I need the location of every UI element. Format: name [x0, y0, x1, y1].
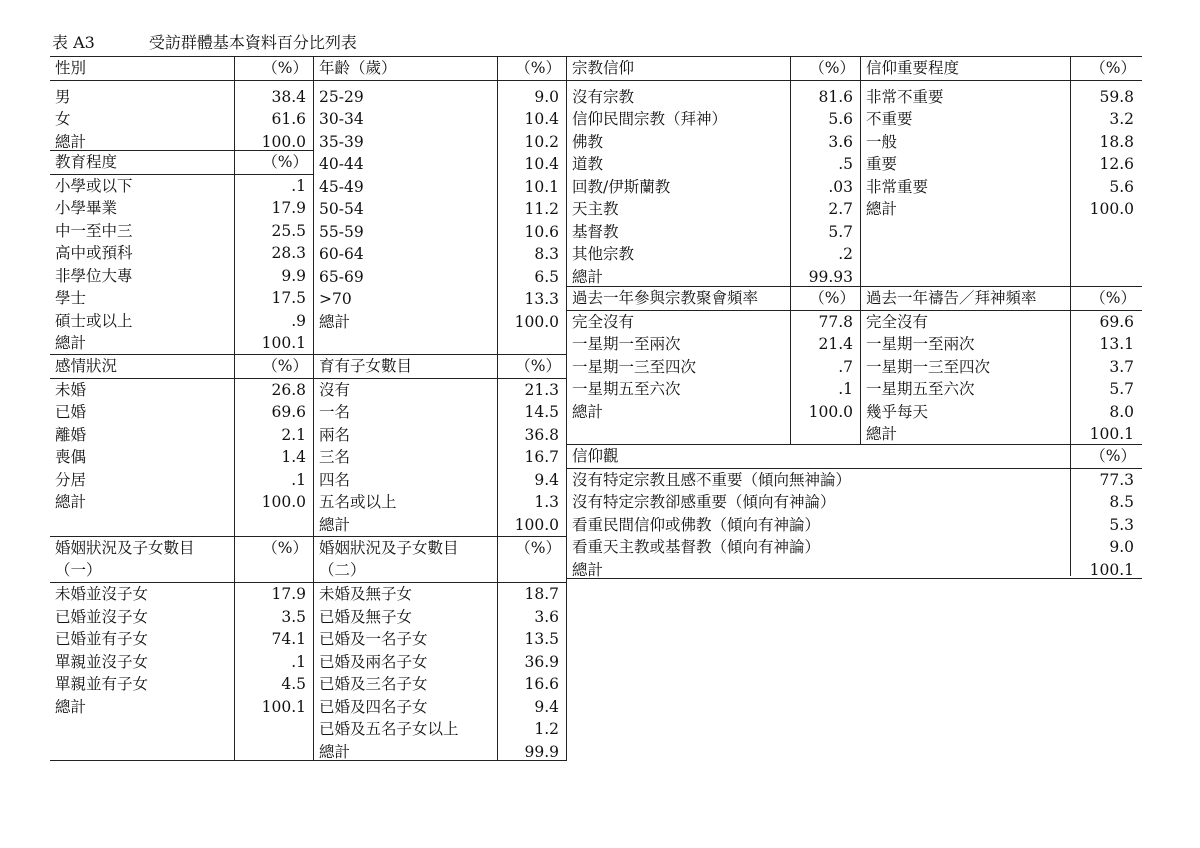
- table-row: [50, 287, 314, 310]
- table-row: [567, 356, 861, 379]
- row-value: 61.6: [271, 110, 306, 128]
- row-label: 沒有: [319, 380, 351, 399]
- table-row: [314, 288, 567, 311]
- row-value: 9.0: [534, 87, 559, 106]
- row-label: 信仰民間宗教（拜神）: [572, 110, 728, 128]
- row-label: 離婚: [55, 425, 87, 444]
- row-label: 總計: [55, 697, 87, 716]
- row-value: 17.9: [271, 199, 306, 217]
- row-label: 30-34: [319, 110, 364, 128]
- table-row: [567, 108, 861, 131]
- table-header: [314, 537, 567, 583]
- row-value: 8.5: [1109, 493, 1134, 511]
- header-label: 信仰重要程度: [866, 59, 960, 77]
- row-label: 35-39: [319, 132, 364, 151]
- row-value: .1: [291, 470, 306, 489]
- marital-children-2-table: [314, 536, 567, 763]
- table-row: [50, 310, 314, 333]
- row-label: 完全沒有: [572, 312, 635, 331]
- table-row: [314, 491, 567, 514]
- row-value: 38.4: [271, 87, 306, 106]
- table-row: [861, 311, 1142, 334]
- table-row: [314, 696, 567, 719]
- row-value: 99.9: [524, 742, 559, 761]
- row-label: 沒有宗教: [572, 87, 635, 106]
- row-value: 81.6: [818, 87, 853, 106]
- row-value: 21.3: [524, 380, 559, 399]
- table-row: [567, 266, 861, 289]
- row-label: 總計: [572, 402, 604, 421]
- header-label-line2: （二）: [319, 561, 366, 579]
- row-label: 已婚及三名子女: [319, 675, 428, 693]
- row-label: 非常重要: [866, 177, 929, 196]
- row-label: 兩名: [319, 425, 351, 444]
- table-row: [50, 651, 314, 674]
- table-row: [567, 131, 861, 154]
- row-value: 10.6: [524, 222, 559, 241]
- table-row: [861, 108, 1142, 131]
- row-value: 100.1: [261, 697, 306, 716]
- row-value: 59.8: [1099, 87, 1134, 106]
- table-row: [50, 401, 314, 424]
- table-row: [861, 356, 1142, 379]
- religion-table: [567, 56, 861, 288]
- row-value: 3.6: [828, 132, 853, 151]
- row-value: 9.4: [534, 470, 559, 489]
- table-row: [50, 446, 314, 469]
- row-value: 10.2: [524, 132, 559, 151]
- table-row: [314, 583, 567, 606]
- table-caption: 受訪群體基本資料百分比列表: [148, 33, 357, 52]
- row-label: 一星期五至六次: [866, 380, 975, 398]
- row-value: 8.0: [1109, 402, 1134, 421]
- row-value: 18.8: [1099, 132, 1134, 151]
- row-value: 100.0: [514, 312, 559, 331]
- row-label: 已婚及四名子女: [319, 697, 428, 716]
- row-label: 佛教: [572, 132, 604, 151]
- row-label: 中一至中三: [55, 221, 133, 240]
- table-row: [314, 651, 567, 674]
- row-value: 16.6: [524, 675, 559, 693]
- table-row: [567, 469, 1142, 492]
- table-row: [314, 86, 567, 109]
- row-value: 14.5: [524, 403, 559, 421]
- header-unit: （%）: [262, 153, 308, 171]
- table-row: [50, 696, 314, 719]
- row-value: 5.7: [1109, 380, 1134, 398]
- table-row: [567, 153, 861, 176]
- table-row: [861, 176, 1142, 199]
- header-label: 感情狀況: [55, 357, 118, 375]
- row-label: 單親並沒子女: [55, 652, 149, 671]
- row-value: 18.7: [524, 585, 559, 603]
- row-value: .7: [838, 357, 853, 376]
- header-unit: （%）: [262, 539, 308, 557]
- row-label: 65-69: [319, 267, 364, 286]
- row-label: 學士: [55, 289, 87, 307]
- table-row: [861, 86, 1142, 109]
- row-label: 50-54: [319, 200, 364, 218]
- header-unit: （%）: [262, 357, 308, 375]
- row-value: 99.93: [808, 267, 853, 286]
- table-row: [50, 673, 314, 696]
- row-value: 3.5: [281, 607, 306, 626]
- children-table: [314, 354, 567, 536]
- header-unit: （%）: [515, 539, 561, 557]
- row-label: 已婚: [55, 403, 87, 421]
- table-row: [314, 446, 567, 469]
- table-row: [314, 221, 567, 244]
- table-row: [567, 176, 861, 199]
- table-row: [861, 131, 1142, 154]
- row-value: 17.9: [271, 585, 306, 603]
- table-header: [567, 445, 1142, 469]
- table-row: [314, 514, 567, 537]
- gender-table: [50, 56, 314, 153]
- row-label: 幾乎每天: [866, 402, 929, 421]
- row-value: 69.6: [271, 403, 306, 421]
- table-row: [314, 311, 567, 334]
- row-value: 100.0: [1089, 200, 1134, 218]
- table-row: [314, 108, 567, 131]
- header-label: 性別: [55, 59, 87, 77]
- row-label: 基督教: [572, 222, 619, 241]
- table-row: [861, 153, 1142, 176]
- header-label: 過去一年禱告／拜神頻率: [866, 289, 1037, 307]
- row-label: 已婚並有子女: [55, 630, 149, 648]
- row-value: 2.7: [828, 200, 853, 218]
- header-label: 信仰觀: [572, 447, 619, 465]
- row-value: 11.2: [524, 200, 559, 218]
- header-unit: （%）: [809, 289, 855, 307]
- row-label: 重要: [866, 155, 898, 173]
- row-value: 3.7: [1109, 357, 1134, 376]
- header-label: 過去一年參與宗教聚會頻率: [572, 289, 759, 307]
- row-label: 小學或以下: [55, 176, 133, 195]
- row-value: 100.1: [1089, 560, 1134, 579]
- row-value: 2.1: [281, 425, 306, 444]
- header-label: 年齡（歲）: [319, 59, 397, 77]
- row-value: 10.1: [524, 177, 559, 196]
- row-label: 單親並有子女: [55, 675, 149, 693]
- belief-view-table: [567, 444, 1142, 581]
- row-label: 喪偶: [55, 448, 87, 466]
- education-table: [50, 150, 314, 355]
- row-label: 其他宗教: [572, 245, 635, 263]
- row-label: 一星期五至六次: [572, 380, 681, 398]
- row-label: 看重民間信仰或佛教（傾向有神論）: [572, 515, 821, 534]
- relationship-table: [50, 354, 314, 514]
- row-label: 完全沒有: [866, 312, 929, 331]
- table-row: [567, 333, 861, 356]
- table-header: [50, 537, 314, 583]
- row-label: 總計: [866, 425, 898, 443]
- prayer-frequency-table: [861, 286, 1142, 446]
- row-value: .1: [291, 652, 306, 671]
- row-value: 5.3: [1109, 515, 1134, 534]
- row-label: 小學畢業: [55, 199, 118, 217]
- table-header: [861, 287, 1142, 311]
- row-value: 13.1: [1099, 335, 1134, 353]
- row-value: .5: [838, 155, 853, 173]
- table-number: 表 A3: [52, 33, 95, 52]
- row-label: 不重要: [866, 110, 913, 128]
- row-value: 36.8: [524, 425, 559, 444]
- worship-frequency-table: [567, 286, 861, 423]
- table-row: [861, 198, 1142, 221]
- row-label: 總計: [319, 515, 351, 534]
- row-value: 36.9: [524, 652, 559, 671]
- row-label: 四名: [319, 470, 351, 489]
- row-label: 一星期一三至四次: [572, 357, 697, 376]
- row-label: 總計: [319, 742, 351, 761]
- table-row: [50, 469, 314, 492]
- row-value: 5.7: [828, 222, 853, 241]
- table-row: [567, 198, 861, 221]
- header-label-line2: （一）: [55, 561, 102, 579]
- row-value: 69.6: [1099, 312, 1134, 331]
- row-value: 1.4: [281, 448, 306, 466]
- row-label: 看重天主教或基督教（傾向有神論）: [572, 538, 821, 556]
- row-label: 總計: [572, 560, 604, 579]
- row-value: 5.6: [1109, 177, 1134, 196]
- table-row: [314, 379, 567, 402]
- row-value: .1: [291, 176, 306, 195]
- row-label: 總計: [866, 200, 898, 218]
- row-value: 13.5: [524, 630, 559, 648]
- header-unit: （%）: [262, 59, 308, 77]
- table-row: [567, 514, 1142, 537]
- row-label: 未婚並沒子女: [55, 585, 149, 603]
- table-row: [567, 378, 861, 401]
- row-value: 100.1: [1089, 425, 1134, 443]
- table-row: [567, 311, 861, 334]
- table-header: [567, 287, 861, 311]
- table-row: [314, 176, 567, 199]
- row-label: 55-59: [319, 222, 364, 241]
- row-label: 分居: [55, 470, 87, 489]
- table-row: [314, 153, 567, 176]
- table-row: [314, 243, 567, 266]
- row-value: 12.6: [1099, 155, 1134, 173]
- table-row: [314, 606, 567, 629]
- row-value: 17.5: [271, 289, 306, 307]
- row-value: 26.8: [271, 380, 306, 399]
- row-value: 3.2: [1109, 110, 1134, 128]
- row-value: 28.3: [271, 244, 306, 262]
- row-label: 25-29: [319, 87, 364, 106]
- row-label: 未婚: [55, 380, 87, 399]
- row-label: 沒有特定宗教卻感重要（傾向有神論）: [572, 493, 836, 511]
- row-value: 13.3: [524, 290, 559, 308]
- table-row: [567, 86, 861, 109]
- table-row: [314, 131, 567, 154]
- row-value: .2: [838, 245, 853, 263]
- row-label: 總計: [55, 132, 87, 151]
- row-value: 9.9: [281, 266, 306, 285]
- row-label: 45-49: [319, 177, 364, 196]
- table-row: [50, 108, 314, 131]
- row-value: .1: [838, 380, 853, 398]
- row-value: 6.5: [534, 267, 559, 286]
- header-label: 婚姻狀況及子女數目: [319, 539, 459, 557]
- row-label: 一星期一三至四次: [866, 357, 991, 376]
- row-label: 40-44: [319, 155, 364, 173]
- table-header: [314, 57, 567, 81]
- table-row: [50, 86, 314, 109]
- row-label: 一星期一至兩次: [572, 335, 681, 353]
- table-row: [314, 718, 567, 741]
- row-value: 74.1: [271, 630, 306, 648]
- row-label: 已婚及一名子女: [319, 630, 428, 648]
- row-value: 100.1: [261, 334, 306, 352]
- row-label: 已婚及兩名子女: [319, 652, 428, 671]
- header-label: 育有子女數目: [319, 357, 413, 375]
- row-label: 女: [55, 110, 71, 128]
- row-value: 25.5: [271, 221, 306, 240]
- header-label: 婚姻狀況及子女數目: [55, 539, 195, 557]
- table-row: [567, 221, 861, 244]
- table-header: [567, 57, 861, 81]
- row-value: .9: [291, 311, 306, 330]
- row-value: 1.2: [534, 720, 559, 738]
- header-unit: （%）: [1090, 289, 1136, 307]
- table-row: [861, 378, 1142, 401]
- row-value: 9.4: [534, 697, 559, 716]
- table-row: [314, 628, 567, 651]
- table-header: [50, 151, 314, 175]
- row-value: 16.7: [524, 448, 559, 466]
- table-row: [50, 606, 314, 629]
- age-table: [314, 56, 567, 333]
- row-value: 4.5: [281, 675, 306, 693]
- table-row: [861, 423, 1142, 446]
- row-value: 77.8: [818, 312, 853, 331]
- row-label: 一名: [319, 403, 351, 421]
- row-value: 100.0: [261, 132, 306, 151]
- marital-children-1-table: [50, 536, 314, 718]
- header-unit: （%）: [1090, 59, 1136, 77]
- row-label: 總計: [319, 312, 351, 331]
- row-label: 沒有特定宗教且感不重要（傾向無神論）: [572, 470, 852, 489]
- row-label: 未婚及無子女: [319, 585, 413, 603]
- row-value: 100.0: [808, 402, 853, 421]
- table-row: [50, 175, 314, 198]
- row-label: 非常不重要: [866, 87, 944, 106]
- table-header: [50, 355, 314, 379]
- row-label: 總計: [572, 267, 604, 286]
- row-label: 一般: [866, 132, 898, 151]
- header-unit: （%）: [1090, 447, 1136, 465]
- row-value: 100.0: [514, 515, 559, 534]
- row-label: 高中或預科: [55, 244, 133, 262]
- table-row: [314, 198, 567, 221]
- row-label: 總計: [55, 334, 87, 352]
- table-row: [861, 401, 1142, 424]
- belief-importance-table: [861, 56, 1142, 221]
- table-row: [50, 628, 314, 651]
- table-row: [314, 673, 567, 696]
- header-unit: （%）: [515, 357, 561, 375]
- header-label: 教育程度: [55, 153, 118, 171]
- row-label: 非學位大專: [55, 266, 133, 285]
- table-header: [861, 57, 1142, 81]
- row-label: 總計: [55, 493, 87, 511]
- table-row: [567, 559, 1142, 582]
- table-row: [567, 536, 1142, 559]
- table-row: [50, 197, 314, 220]
- row-label: 三名: [319, 448, 351, 466]
- table-row: [861, 333, 1142, 356]
- row-value: .03: [828, 177, 853, 196]
- table-row: [567, 243, 861, 266]
- header-unit: （%）: [809, 59, 855, 77]
- row-label: 已婚及無子女: [319, 607, 413, 626]
- row-value: 100.0: [261, 493, 306, 511]
- row-label: 碩士或以上: [55, 311, 133, 330]
- row-label: 已婚並沒子女: [55, 607, 149, 626]
- row-value: 10.4: [524, 110, 559, 128]
- table-row: [50, 379, 314, 402]
- row-label: 已婚及五名子女以上: [319, 720, 459, 738]
- header-label: 宗教信仰: [572, 59, 635, 77]
- row-label: 60-64: [319, 245, 364, 263]
- row-label: 男: [55, 87, 71, 106]
- row-label: 道教: [572, 155, 604, 173]
- table-row: [50, 491, 314, 514]
- row-value: 1.3: [534, 493, 559, 511]
- table-row: [314, 424, 567, 447]
- row-value: 9.0: [1109, 538, 1134, 556]
- table-row: [567, 491, 1142, 514]
- table-row: [50, 332, 314, 355]
- table-row: [50, 242, 314, 265]
- table-title: [52, 30, 357, 53]
- table-row: [50, 265, 314, 288]
- header-unit: （%）: [515, 59, 561, 77]
- row-value: 5.6: [828, 110, 853, 128]
- row-value: 21.4: [818, 335, 853, 353]
- row-label: 天主教: [572, 200, 619, 218]
- table-row: [314, 401, 567, 424]
- table-row: [314, 741, 567, 764]
- row-label: 一星期一至兩次: [866, 335, 975, 353]
- row-value: 77.3: [1099, 470, 1134, 489]
- table-row: [314, 469, 567, 492]
- table-row: [314, 266, 567, 289]
- table-row: [50, 583, 314, 606]
- table-row: [50, 424, 314, 447]
- table-header: [50, 57, 314, 81]
- row-value: 10.4: [524, 155, 559, 173]
- row-label: >70: [319, 290, 352, 308]
- table-header: [314, 355, 567, 379]
- row-label: 五名或以上: [319, 493, 397, 511]
- table-row: [50, 220, 314, 243]
- row-value: 8.3: [534, 245, 559, 263]
- row-label: 回教/伊斯蘭教: [572, 177, 671, 196]
- table-row: [567, 401, 861, 424]
- row-value: 3.6: [534, 607, 559, 626]
